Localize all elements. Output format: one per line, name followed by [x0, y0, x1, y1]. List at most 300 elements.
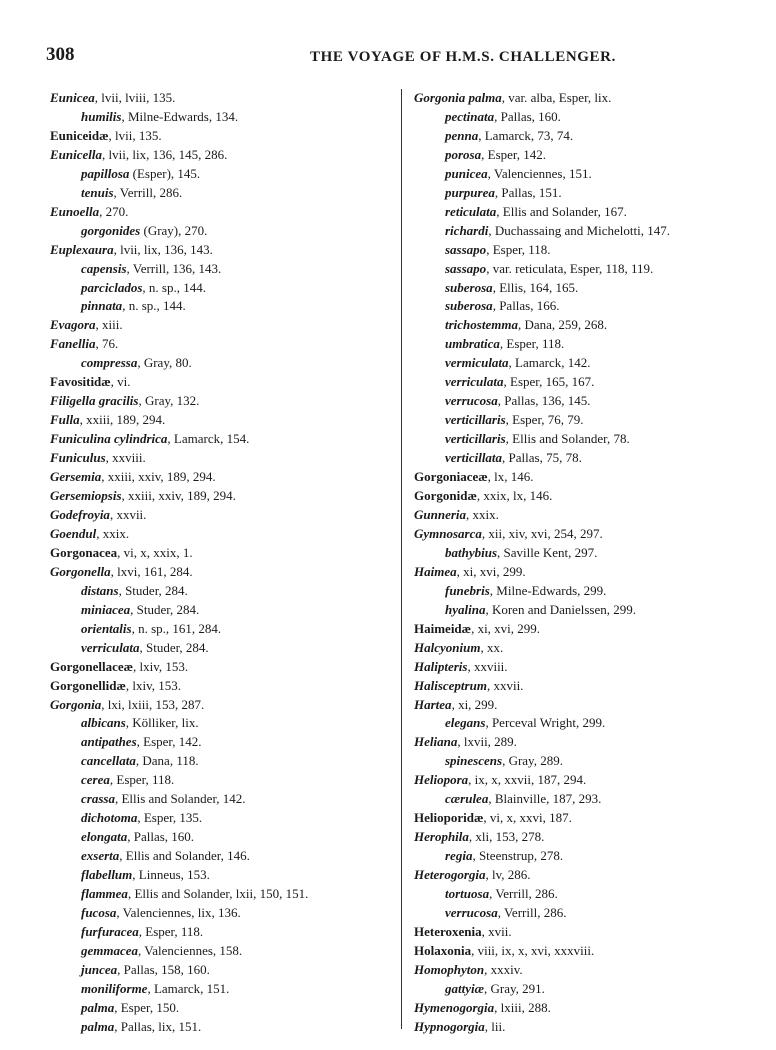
- entry-references: , Verrill, 286.: [113, 184, 183, 200]
- index-subentry: [414, 335, 764, 354]
- entry-name: verticillaris: [445, 412, 506, 428]
- entry-name: palma: [81, 999, 115, 1015]
- entry-references: , xxviii.: [467, 658, 508, 674]
- column-divider: [401, 89, 402, 1029]
- index-subentry: [50, 923, 390, 942]
- entry-references: , xxvii.: [486, 677, 524, 693]
- entry-name: Gorgoniaceæ: [414, 469, 488, 485]
- index-subentry: [50, 108, 390, 127]
- index-entry: [414, 733, 764, 752]
- entry-references: , xxix.: [96, 525, 130, 541]
- index-subentry: [414, 316, 764, 335]
- entry-name: Haimeidæ: [414, 620, 472, 636]
- entry-references: , Pallas, 160.: [127, 829, 195, 845]
- entry-name: Euplexaura: [50, 241, 114, 257]
- index-subentry: [50, 165, 390, 184]
- entry-references: , n. sp., 144.: [122, 298, 186, 314]
- index-column-right: [414, 89, 764, 1037]
- entry-references: , Gray, 80.: [137, 355, 192, 371]
- index-entry: [414, 658, 764, 677]
- index-entry: [50, 449, 390, 468]
- entry-name: Fulla: [50, 412, 80, 428]
- entry-name: antipathes: [81, 734, 137, 750]
- index-subentry: [414, 714, 764, 733]
- index-entry: [414, 525, 764, 544]
- entry-references: , Blainville, 187, 293.: [488, 791, 602, 807]
- entry-references: , lxvii, 289.: [457, 734, 517, 750]
- entry-name: suberosa: [445, 279, 493, 295]
- entry-name: Heteroxenia: [414, 923, 482, 939]
- index-subentry: [50, 1018, 390, 1037]
- entry-references: , xxxiv.: [484, 961, 523, 977]
- entry-name: Eunicea: [50, 90, 95, 105]
- entry-references: , var. alba, Esper, lix.: [501, 90, 612, 105]
- index-subentry: [50, 752, 390, 771]
- entry-name: Goendul: [50, 525, 97, 541]
- entry-name: verriculata: [445, 374, 504, 390]
- entry-name: Halcyonium: [414, 639, 481, 655]
- index-entry: [50, 506, 390, 525]
- entry-references: , Ellis, 164, 165.: [492, 279, 579, 295]
- entry-name: flabellum: [81, 867, 133, 883]
- entry-references: , xi, xvi, 299.: [456, 563, 526, 579]
- entry-references: , lvii, lix, 136, 143.: [113, 241, 213, 257]
- index-subentry: [414, 260, 764, 279]
- entry-name: tortuosa: [445, 886, 490, 902]
- entry-references: , Esper, 135.: [137, 810, 203, 826]
- index-entry: [50, 127, 390, 146]
- entry-references: , Gray, 291.: [484, 980, 545, 996]
- entry-references: , Ellis and Solander, 142.: [114, 791, 246, 807]
- index-subentry: [414, 430, 764, 449]
- entry-name: sassapo: [445, 241, 487, 257]
- index-entry: [414, 563, 764, 582]
- entry-references: , lxiv, 153.: [133, 658, 189, 674]
- entry-name: moniliforme: [81, 980, 148, 996]
- entry-references: , Esper, 118.: [138, 923, 204, 939]
- entry-references: (Gray), 270.: [140, 222, 208, 238]
- entry-references: , lv, 286.: [485, 867, 531, 883]
- index-entry: [50, 203, 390, 222]
- entry-name: verticillata: [445, 450, 503, 466]
- index-entry: [50, 487, 390, 506]
- index-subentry: [50, 601, 390, 620]
- index-entry: [414, 620, 764, 639]
- entry-references: , xxix, lx, 146.: [476, 488, 553, 504]
- entry-references: , Pallas, 158, 160.: [117, 961, 210, 977]
- index-subentry: [50, 809, 390, 828]
- entry-name: Funiculina cylindrica: [50, 431, 168, 447]
- entry-references: , xi, xvi, 299.: [471, 620, 541, 636]
- index-subentry: [50, 279, 390, 298]
- index-subentry: [50, 885, 390, 904]
- entry-references: , xiii.: [95, 317, 123, 333]
- entry-name: Gorgonella: [50, 563, 111, 579]
- entry-name: humilis: [81, 108, 122, 124]
- index-subentry: [50, 942, 390, 961]
- entry-references: , Steenstrup, 278.: [472, 848, 564, 864]
- entry-references: , Perceval Wright, 299.: [485, 715, 606, 731]
- index-subentry: [50, 847, 390, 866]
- entry-references: , xx.: [480, 639, 504, 655]
- entry-name: fucosa: [81, 904, 117, 920]
- entry-references: , Linneus, 153.: [132, 867, 210, 883]
- entry-name: Helioporidæ: [414, 810, 484, 826]
- entry-name: furfuracea: [81, 923, 139, 939]
- entry-references: , Ellis and Solander, lxii, 150, 151.: [127, 886, 309, 902]
- entry-references: , var. reticulata, Esper, 118, 119.: [486, 260, 654, 276]
- index-entry: [50, 468, 390, 487]
- entry-references: , Lamarck, 73, 74.: [478, 127, 574, 143]
- entry-name: Heterogorgia: [414, 867, 486, 883]
- entry-references: , xxvii.: [109, 506, 147, 522]
- index-entry: [414, 89, 764, 108]
- index-entry: [50, 411, 390, 430]
- entry-name: Eunicella: [50, 146, 103, 162]
- entry-references: , Esper, 118.: [109, 772, 175, 788]
- entry-name: distans: [81, 582, 119, 598]
- entry-name: hyalina: [445, 601, 486, 617]
- entry-references: , viii, ix, x, xvi, xxxviii.: [471, 942, 595, 958]
- index-subentry: [50, 771, 390, 790]
- entry-name: Funiculus: [50, 450, 106, 466]
- entry-references: , xvii.: [481, 923, 512, 939]
- entry-name: Godefroyia: [50, 506, 110, 522]
- index-subentry: [414, 127, 764, 146]
- entry-name: umbratica: [445, 336, 500, 352]
- entry-name: capensis: [81, 260, 127, 276]
- entry-references: , Pallas, 160.: [494, 108, 561, 124]
- entry-name: Haimea: [414, 563, 457, 579]
- index-subentry: [50, 639, 390, 658]
- entry-references: , xxviii.: [105, 450, 146, 466]
- entry-references: , lxiv, 153.: [125, 677, 181, 693]
- index-subentry: [50, 222, 390, 241]
- index-subentry: [414, 241, 764, 260]
- index-entry: [414, 468, 764, 487]
- entry-references: , lvii, lviii, 135.: [94, 90, 176, 105]
- entry-name: elongata: [81, 829, 128, 845]
- index-subentry: [414, 108, 764, 127]
- entry-references: , lii.: [484, 1018, 506, 1034]
- index-subentry: [414, 354, 764, 373]
- index-subentry: [50, 980, 390, 999]
- entry-name: Favositidæ: [50, 374, 111, 390]
- entry-name: compressa: [81, 355, 138, 371]
- entry-references: , Pallas, 136, 145.: [497, 393, 591, 409]
- entry-name: verrucosa: [445, 393, 498, 409]
- index-entry: [414, 999, 764, 1018]
- index-subentry: [50, 714, 390, 733]
- index-entry: [414, 828, 764, 847]
- entry-references: , Studer, 284.: [130, 601, 200, 617]
- entry-references: , xxiii, 189, 294.: [79, 412, 166, 428]
- index-subentry: [50, 999, 390, 1018]
- entry-references: , Pallas, 75, 78.: [502, 450, 582, 466]
- entry-references: , Lamarck, 151.: [147, 980, 230, 996]
- entry-name: crassa: [81, 791, 115, 807]
- index-subentry: [414, 449, 764, 468]
- index-subentry: [414, 904, 764, 923]
- entry-name: Gorgonidæ: [414, 488, 477, 504]
- index-entry: [414, 696, 764, 715]
- entry-name: Halisceptrum: [414, 677, 487, 693]
- index-subentry: [414, 582, 764, 601]
- entry-name: pinnata: [81, 298, 123, 314]
- index-entry: [414, 771, 764, 790]
- entry-name: bathybius: [445, 544, 498, 560]
- entry-name: regia: [445, 848, 473, 864]
- index-entry: [50, 430, 390, 449]
- index-entry: [414, 506, 764, 525]
- entry-references: , lxi, lxiii, 153, 287.: [101, 696, 205, 712]
- entry-name: Gorgonellaceæ: [50, 658, 134, 674]
- entry-references: , lvii, 135.: [108, 127, 162, 143]
- entry-references: , Studer, 284.: [118, 582, 188, 598]
- entry-references: , Dana, 118.: [135, 753, 199, 769]
- entry-name: Fanellia: [50, 336, 96, 352]
- entry-name: albicans: [81, 715, 126, 731]
- entry-name: orientalis: [81, 620, 132, 636]
- index-subentry: [414, 373, 764, 392]
- index-subentry: [414, 392, 764, 411]
- entry-references: , lxiii, 288.: [494, 999, 551, 1015]
- entry-references: , xxix.: [466, 506, 499, 522]
- index-subentry: [414, 279, 764, 298]
- index-subentry: [414, 203, 764, 222]
- index-subentry: [414, 885, 764, 904]
- entry-references: , vi.: [110, 374, 131, 390]
- index-subentry: [414, 297, 764, 316]
- entry-references: , Esper, 165, 167.: [503, 374, 595, 390]
- entry-references: , Verrill, 136, 143.: [126, 260, 222, 276]
- entry-name: Gorgonellidæ: [50, 677, 126, 693]
- index-subentry: [50, 733, 390, 752]
- index-subentry: [414, 980, 764, 999]
- entry-references: , Pallas, lix, 151.: [114, 1018, 202, 1034]
- entry-name: gemmacea: [81, 942, 139, 958]
- entry-name: flammea: [81, 886, 128, 902]
- index-entry: [50, 373, 390, 392]
- entry-references: , Verrill, 286.: [497, 904, 567, 920]
- entry-references: , lxvi, 161, 284.: [110, 563, 193, 579]
- index-entry: [414, 1018, 764, 1037]
- entry-references: , Ellis and Solander, 78.: [505, 431, 630, 447]
- entry-references: , xxiii, xxiv, 189, 294.: [101, 469, 216, 485]
- entry-references: , Milne-Edwards, 299.: [489, 582, 607, 598]
- entry-name: Heliopora: [414, 772, 469, 788]
- index-subentry: [50, 961, 390, 980]
- index-subentry: [414, 601, 764, 620]
- index-subentry: [414, 222, 764, 241]
- index-subentry: [50, 828, 390, 847]
- index-entry: [50, 677, 390, 696]
- entry-references: , lx, 146.: [487, 469, 534, 485]
- index-subentry: [414, 411, 764, 430]
- entry-name: cærulea: [445, 791, 489, 807]
- entry-name: punicea: [445, 165, 488, 181]
- entry-references: , Milne-Edwards, 134.: [121, 108, 239, 124]
- index-subentry: [50, 354, 390, 373]
- entry-references: , n. sp., 144.: [142, 279, 206, 295]
- index-subentry: [50, 260, 390, 279]
- entry-references: , Valenciennes, 151.: [487, 165, 592, 181]
- index-entry: [414, 961, 764, 980]
- entry-name: papillosa: [81, 165, 130, 181]
- entry-name: tenuis: [81, 184, 114, 200]
- index-subentry: [50, 297, 390, 316]
- entry-references: , lvii, lix, 136, 145, 286.: [102, 146, 228, 162]
- entry-references: , xli, 153, 278.: [468, 829, 545, 845]
- entry-name: juncea: [81, 961, 118, 977]
- index-subentry: [414, 790, 764, 809]
- entry-name: cancellata: [81, 753, 136, 769]
- index-subentry: [414, 146, 764, 165]
- index-entry: [50, 241, 390, 260]
- entry-name: Holaxonia: [414, 942, 472, 958]
- entry-name: miniacea: [81, 601, 131, 617]
- index-subentry: [414, 165, 764, 184]
- page-number: 308: [46, 44, 75, 65]
- entry-name: dichotoma: [81, 810, 138, 826]
- entry-name: verrucosa: [445, 904, 498, 920]
- entry-references: (Esper), 145.: [129, 165, 201, 181]
- entry-name: Filigella gracilis: [50, 393, 139, 409]
- entry-name: Heliana: [414, 734, 458, 750]
- index-entry: [50, 146, 390, 165]
- entry-references: , xxiii, xxiv, 189, 294.: [121, 488, 236, 504]
- entry-name: trichostemma: [445, 317, 518, 333]
- entry-name: Hypnogorgia: [414, 1018, 485, 1034]
- index-entry: [414, 942, 764, 961]
- entry-name: Hartea: [414, 696, 452, 712]
- entry-references: , Valenciennes, 158.: [138, 942, 243, 958]
- entry-name: pectinata: [445, 108, 495, 124]
- index-entry: [414, 923, 764, 942]
- index-subentry: [414, 544, 764, 563]
- entry-name: palma: [81, 1018, 115, 1034]
- entry-name: gattyiæ: [445, 980, 484, 996]
- entry-references: , 270.: [99, 203, 129, 219]
- entry-references: , Dana, 259, 268.: [517, 317, 608, 333]
- entry-references: , Esper, 142.: [136, 734, 202, 750]
- entry-name: vermiculata: [445, 355, 509, 371]
- entry-references: , Esper, 150.: [114, 999, 180, 1015]
- entry-name: Gorgonia: [50, 696, 102, 712]
- entry-name: exserta: [81, 848, 120, 864]
- entry-name: Gorgonacea: [50, 544, 118, 560]
- entry-references: , Pallas, 166.: [492, 298, 560, 314]
- entry-name: Gunneria: [414, 506, 467, 522]
- index-entry: [414, 866, 764, 885]
- index-entry: [414, 639, 764, 658]
- index-entry: [50, 392, 390, 411]
- entry-name: Homophyton: [414, 961, 485, 977]
- index-subentry: [414, 184, 764, 203]
- entry-name: Evagora: [50, 317, 96, 333]
- entry-references: , Valenciennes, lix, 136.: [116, 904, 241, 920]
- entry-name: Gymnosarca: [414, 525, 482, 541]
- index-entry: [414, 677, 764, 696]
- index-entry: [50, 89, 390, 108]
- index-entry: [50, 696, 390, 715]
- index-subentry: [50, 790, 390, 809]
- entry-name: Herophila: [414, 829, 469, 845]
- entry-references: , Lamarck, 154.: [167, 431, 250, 447]
- index-subentry: [414, 752, 764, 771]
- entry-name: richardi: [445, 222, 489, 238]
- index-subentry: [414, 847, 764, 866]
- entry-references: , xii, xiv, xvi, 254, 297.: [481, 525, 603, 541]
- entry-name: Gorgonia palma: [414, 90, 502, 105]
- entry-references: , Koren and Danielssen, 299.: [485, 601, 637, 617]
- index-entry: [50, 658, 390, 677]
- index-subentry: [50, 184, 390, 203]
- entry-name: elegans: [445, 715, 486, 731]
- entry-name: parciclados: [81, 279, 143, 295]
- entry-name: sassapo: [445, 260, 487, 276]
- entry-references: , Verrill, 286.: [489, 886, 558, 902]
- entry-references: , Kölliker, lix.: [125, 715, 199, 731]
- index-subentry: [50, 866, 390, 885]
- entry-name: spinescens: [445, 753, 503, 769]
- entry-references: , 76.: [95, 336, 119, 352]
- entry-name: Eunoella: [50, 203, 100, 219]
- index-entry: [50, 563, 390, 582]
- entry-name: suberosa: [445, 298, 493, 314]
- entry-references: , Pallas, 151.: [494, 184, 562, 200]
- entry-name: porosa: [445, 146, 482, 162]
- entry-references: , Ellis and Solander, 146.: [119, 848, 250, 864]
- entry-name: Halipteris: [414, 658, 468, 674]
- index-column-left: [50, 89, 390, 1037]
- index-subentry: [50, 582, 390, 601]
- entry-name: verriculata: [81, 639, 140, 655]
- index-entry: [50, 525, 390, 544]
- entry-references: , Gray, 289.: [502, 753, 563, 769]
- entry-name: gorgonides: [81, 222, 141, 238]
- entry-references: , Esper, 118.: [486, 241, 551, 257]
- index-subentry: [50, 620, 390, 639]
- index-entry: [50, 316, 390, 335]
- entry-name: verticillaris: [445, 431, 506, 447]
- entry-references: , Esper, 118.: [499, 336, 565, 352]
- index-entry: [50, 544, 390, 563]
- entry-name: Euniceidæ: [50, 127, 109, 143]
- entry-name: funebris: [445, 582, 490, 598]
- index-entry: [50, 335, 390, 354]
- entry-references: , Esper, 76, 79.: [505, 412, 584, 428]
- entry-name: purpurea: [445, 184, 495, 200]
- entry-references: , ix, x, xxvii, 187, 294.: [468, 772, 587, 788]
- entry-name: Hymenogorgia: [414, 999, 495, 1015]
- entry-name: cerea: [81, 772, 110, 788]
- running-title: THE VOYAGE OF H.M.S. CHALLENGER.: [310, 49, 616, 65]
- entry-references: , Esper, 142.: [481, 146, 546, 162]
- index-entry: [414, 487, 764, 506]
- entry-name: reticulata: [445, 203, 497, 219]
- entry-name: penna: [445, 127, 479, 143]
- entry-references: , Studer, 284.: [139, 639, 209, 655]
- entry-references: , Gray, 132.: [138, 393, 200, 409]
- entry-references: , Ellis and Solander, 167.: [496, 203, 627, 219]
- entry-references: , Duchassaing and Michelotti, 147.: [488, 222, 670, 238]
- entry-name: Gersemia: [50, 469, 102, 485]
- entry-references: , vi, x, xxix, 1.: [117, 544, 193, 560]
- index-subentry: [50, 904, 390, 923]
- index-entry: [414, 809, 764, 828]
- entry-references: , Lamarck, 142.: [508, 355, 591, 371]
